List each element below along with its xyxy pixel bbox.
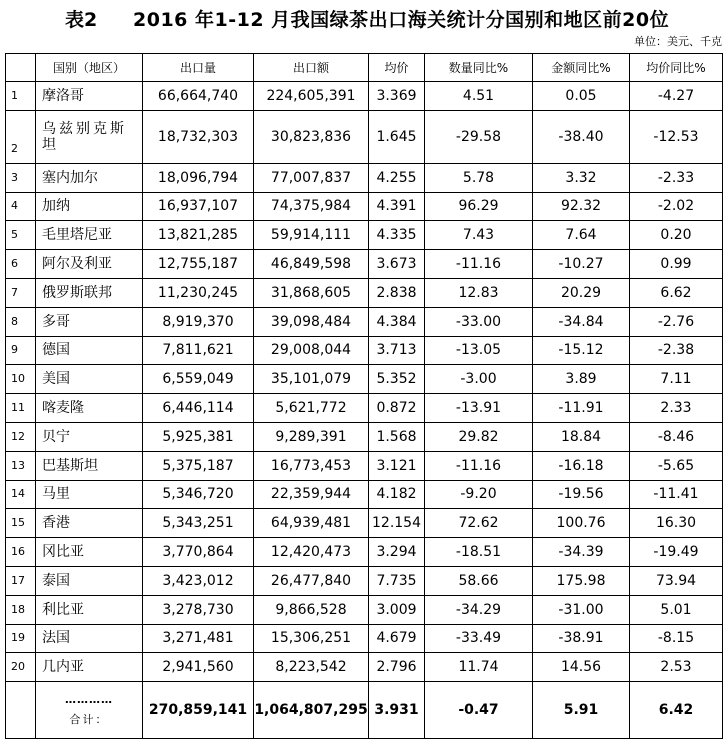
qty-cell: 3,770,864 — [143, 538, 254, 567]
row-index: 5 — [6, 221, 36, 250]
price-yoy-cell: -5.65 — [630, 451, 723, 480]
amount-cell: 9,289,391 — [254, 422, 369, 451]
table-row — [6, 566, 723, 595]
amt-yoy-cell: 7.64 — [533, 221, 630, 250]
amt-yoy-cell: -31.00 — [533, 595, 630, 624]
qty-yoy-cell: -33.00 — [425, 307, 533, 336]
table-row — [6, 307, 723, 336]
table-row — [6, 250, 723, 279]
header-cell: 国别（地区） — [36, 54, 143, 82]
qty-yoy-cell: -29.58 — [425, 110, 533, 163]
country-cell: 乌兹别克斯坦 — [36, 110, 143, 163]
qty-yoy-cell: 96.29 — [425, 192, 533, 221]
price-cell: 3.009 — [369, 595, 425, 624]
table-label: 表2 — [65, 9, 98, 31]
qty-yoy-cell: -3.00 — [425, 365, 533, 394]
price-yoy-cell: 7.11 — [630, 365, 723, 394]
price-cell: 0.872 — [369, 394, 425, 423]
price-yoy-cell: -2.33 — [630, 163, 723, 192]
qty-yoy-cell: -13.91 — [425, 394, 533, 423]
country-cell: 马里 — [36, 480, 143, 509]
amt-yoy-cell: 100.76 — [533, 509, 630, 538]
qty-cell: 3,271,481 — [143, 624, 254, 653]
table-row — [6, 278, 723, 307]
amt-yoy-cell: -10.27 — [533, 250, 630, 279]
price-yoy-cell: -2.76 — [630, 307, 723, 336]
price-cell: 4.255 — [369, 163, 425, 192]
qty-yoy-cell: 29.82 — [425, 422, 533, 451]
table-row — [6, 451, 723, 480]
qty-cell: 16,937,107 — [143, 192, 254, 221]
row-index: 13 — [6, 451, 36, 480]
price-cell: 3.121 — [369, 451, 425, 480]
table-row — [6, 394, 723, 423]
country-cell: 喀麦隆 — [36, 394, 143, 423]
country-cell: 利比亚 — [36, 595, 143, 624]
qty-yoy-cell: 7.43 — [425, 221, 533, 250]
qty-cell: 6,559,049 — [143, 365, 254, 394]
price-cell: 3.713 — [369, 336, 425, 365]
price-yoy-cell: -2.02 — [630, 192, 723, 221]
header-row — [6, 54, 723, 82]
price-cell: 4.335 — [369, 221, 425, 250]
price-cell: 4.391 — [369, 192, 425, 221]
table-row — [6, 336, 723, 365]
qty-cell: 5,343,251 — [143, 509, 254, 538]
price-yoy-cell: 0.20 — [630, 221, 723, 250]
qty-yoy-cell: 11.74 — [425, 653, 533, 682]
price-yoy-cell: 6.62 — [630, 278, 723, 307]
qty-cell: 5,925,381 — [143, 422, 254, 451]
qty-cell: 3,278,730 — [143, 595, 254, 624]
price-cell: 1.645 — [369, 110, 425, 163]
row-index: 4 — [6, 192, 36, 221]
country-cell: 俄罗斯联邦 — [36, 278, 143, 307]
country-cell: 毛里塔尼亚 — [36, 221, 143, 250]
qty-cell: 7,811,621 — [143, 336, 254, 365]
amount-cell: 12,420,473 — [254, 538, 369, 567]
qty-cell: 18,732,303 — [143, 110, 254, 163]
qty-yoy-cell: -9.20 — [425, 480, 533, 509]
price-cell: 4.182 — [369, 480, 425, 509]
total-amount: 1,064,807,295 — [254, 682, 369, 739]
row-index: 6 — [6, 250, 36, 279]
amt-yoy-cell: 3.32 — [533, 163, 630, 192]
amt-yoy-cell: 0.05 — [533, 82, 630, 111]
price-cell: 2.796 — [369, 653, 425, 682]
price-yoy-cell: -11.41 — [630, 480, 723, 509]
amount-cell: 30,823,836 — [254, 110, 369, 163]
price-yoy-cell: -12.53 — [630, 110, 723, 163]
country-cell: 几内亚 — [36, 653, 143, 682]
amt-yoy-cell: -34.84 — [533, 307, 630, 336]
price-cell: 7.735 — [369, 566, 425, 595]
price-yoy-cell: -2.38 — [630, 336, 723, 365]
price-yoy-cell: -8.15 — [630, 624, 723, 653]
qty-yoy-cell: -13.05 — [425, 336, 533, 365]
country-cell: 塞内加尔 — [36, 163, 143, 192]
amount-cell: 46,849,598 — [254, 250, 369, 279]
qty-yoy-cell: 12.83 — [425, 278, 533, 307]
qty-yoy-cell: 72.62 — [425, 509, 533, 538]
amount-cell: 77,007,837 — [254, 163, 369, 192]
total-index-cell — [6, 682, 36, 739]
header-cell: 金额同比% — [533, 54, 630, 82]
country-cell: 美国 — [36, 365, 143, 394]
header-cell: 出口额 — [254, 54, 369, 82]
row-index: 1 — [6, 82, 36, 111]
table-row — [6, 110, 723, 163]
row-index: 8 — [6, 307, 36, 336]
amt-yoy-cell: -34.39 — [533, 538, 630, 567]
qty-yoy-cell: 5.78 — [425, 163, 533, 192]
qty-yoy-cell: 58.66 — [425, 566, 533, 595]
amt-yoy-cell: 92.32 — [533, 192, 630, 221]
qty-yoy-cell: 4.51 — [425, 82, 533, 111]
qty-yoy-cell: -11.16 — [425, 451, 533, 480]
table-row — [6, 192, 723, 221]
price-yoy-cell: 5.01 — [630, 595, 723, 624]
amt-yoy-cell: -38.40 — [533, 110, 630, 163]
price-yoy-cell: 0.99 — [630, 250, 723, 279]
amount-cell: 59,914,111 — [254, 221, 369, 250]
amount-cell: 5,621,772 — [254, 394, 369, 423]
qty-cell: 6,446,114 — [143, 394, 254, 423]
qty-cell: 66,664,740 — [143, 82, 254, 111]
total-price: 3.931 — [369, 682, 425, 739]
amt-yoy-cell: 18.84 — [533, 422, 630, 451]
price-yoy-cell: -19.49 — [630, 538, 723, 567]
table-row — [6, 221, 723, 250]
amt-yoy-cell: -15.12 — [533, 336, 630, 365]
title-bar — [0, 0, 726, 30]
country-cell: 加纳 — [36, 192, 143, 221]
table-row — [6, 595, 723, 624]
qty-cell: 5,375,187 — [143, 451, 254, 480]
qty-yoy-cell: -18.51 — [425, 538, 533, 567]
price-cell: 3.369 — [369, 82, 425, 111]
amount-cell: 74,375,984 — [254, 192, 369, 221]
total-dots: ………… — [65, 693, 113, 707]
price-yoy-cell: -4.27 — [630, 82, 723, 111]
row-index: 20 — [6, 653, 36, 682]
price-cell: 2.838 — [369, 278, 425, 307]
total-row — [6, 682, 723, 739]
qty-cell: 3,423,012 — [143, 566, 254, 595]
country-cell: 贝宁 — [36, 422, 143, 451]
header-cell: 数量同比% — [425, 54, 533, 82]
table-row — [6, 538, 723, 567]
table-row — [6, 480, 723, 509]
row-index: 10 — [6, 365, 36, 394]
row-index: 19 — [6, 624, 36, 653]
row-index: 3 — [6, 163, 36, 192]
amount-cell: 29,008,044 — [254, 336, 369, 365]
header-cell: 均价 — [369, 54, 425, 82]
amount-cell: 35,101,079 — [254, 365, 369, 394]
price-cell: 3.294 — [369, 538, 425, 567]
unit-note: 单位：美元、千克 — [634, 35, 722, 48]
amount-cell: 26,477,840 — [254, 566, 369, 595]
amount-cell: 22,359,944 — [254, 480, 369, 509]
header-cell: 出口量 — [143, 54, 254, 82]
amt-yoy-cell: 20.29 — [533, 278, 630, 307]
amount-cell: 9,866,528 — [254, 595, 369, 624]
qty-yoy-cell: -34.29 — [425, 595, 533, 624]
row-index: 9 — [6, 336, 36, 365]
price-cell: 1.568 — [369, 422, 425, 451]
country-cell: 巴基斯坦 — [36, 451, 143, 480]
amt-yoy-cell: -16.18 — [533, 451, 630, 480]
amount-cell: 15,306,251 — [254, 624, 369, 653]
price-cell: 12.154 — [369, 509, 425, 538]
price-yoy-cell: -8.46 — [630, 422, 723, 451]
row-index: 18 — [6, 595, 36, 624]
country-cell: 阿尔及利亚 — [36, 250, 143, 279]
qty-cell: 11,230,245 — [143, 278, 254, 307]
country-cell: 冈比亚 — [36, 538, 143, 567]
amount-cell: 224,605,391 — [254, 82, 369, 111]
total-amt-yoy: 5.91 — [533, 682, 630, 739]
qty-cell: 5,346,720 — [143, 480, 254, 509]
total-qty: 270,859,141 — [143, 682, 254, 739]
row-index: 17 — [6, 566, 36, 595]
amount-cell: 64,939,481 — [254, 509, 369, 538]
table-row — [6, 509, 723, 538]
row-index: 15 — [6, 509, 36, 538]
price-yoy-cell: 2.53 — [630, 653, 723, 682]
export-table — [5, 53, 723, 739]
country-cell: 德国 — [36, 336, 143, 365]
country-cell: 摩洛哥 — [36, 82, 143, 111]
country-cell: 香港 — [36, 509, 143, 538]
qty-cell: 12,755,187 — [143, 250, 254, 279]
price-cell: 3.673 — [369, 250, 425, 279]
price-cell: 4.384 — [369, 307, 425, 336]
row-index: 12 — [6, 422, 36, 451]
price-cell: 5.352 — [369, 365, 425, 394]
qty-yoy-cell: -33.49 — [425, 624, 533, 653]
amt-yoy-cell: 14.56 — [533, 653, 630, 682]
price-yoy-cell: 2.33 — [630, 394, 723, 423]
total-label: 合计： — [69, 713, 109, 727]
row-index: 14 — [6, 480, 36, 509]
amount-cell: 16,773,453 — [254, 451, 369, 480]
amt-yoy-cell: -19.56 — [533, 480, 630, 509]
qty-yoy-cell: -11.16 — [425, 250, 533, 279]
qty-cell: 18,096,794 — [143, 163, 254, 192]
amt-yoy-cell: 3.89 — [533, 365, 630, 394]
amt-yoy-cell: 175.98 — [533, 566, 630, 595]
table-title: 2016 年1-12 月我国绿茶出口海关统计分国别和地区前20位 — [133, 9, 670, 31]
row-index: 11 — [6, 394, 36, 423]
country-cell: 法国 — [36, 624, 143, 653]
qty-cell: 8,919,370 — [143, 307, 254, 336]
total-price-yoy: 6.42 — [630, 682, 723, 739]
amount-cell: 31,868,605 — [254, 278, 369, 307]
total-qty-yoy: -0.47 — [425, 682, 533, 739]
amount-cell: 39,098,484 — [254, 307, 369, 336]
row-index: 2 — [6, 110, 36, 163]
amt-yoy-cell: -11.91 — [533, 394, 630, 423]
table-row — [6, 163, 723, 192]
country-cell: 多哥 — [36, 307, 143, 336]
country-cell: 泰国 — [36, 566, 143, 595]
row-index: 16 — [6, 538, 36, 567]
total-label-cell — [36, 682, 143, 739]
price-cell: 4.679 — [369, 624, 425, 653]
header-cell: 均价同比% — [630, 54, 723, 82]
table-row — [6, 365, 723, 394]
amount-cell: 8,223,542 — [254, 653, 369, 682]
price-yoy-cell: 16.30 — [630, 509, 723, 538]
table-row — [6, 653, 723, 682]
header-cell-index — [6, 54, 36, 82]
table-row — [6, 422, 723, 451]
amt-yoy-cell: -38.91 — [533, 624, 630, 653]
row-index: 7 — [6, 278, 36, 307]
table-row — [6, 82, 723, 111]
qty-cell: 2,941,560 — [143, 653, 254, 682]
price-yoy-cell: 73.94 — [630, 566, 723, 595]
table-row — [6, 624, 723, 653]
qty-cell: 13,821,285 — [143, 221, 254, 250]
